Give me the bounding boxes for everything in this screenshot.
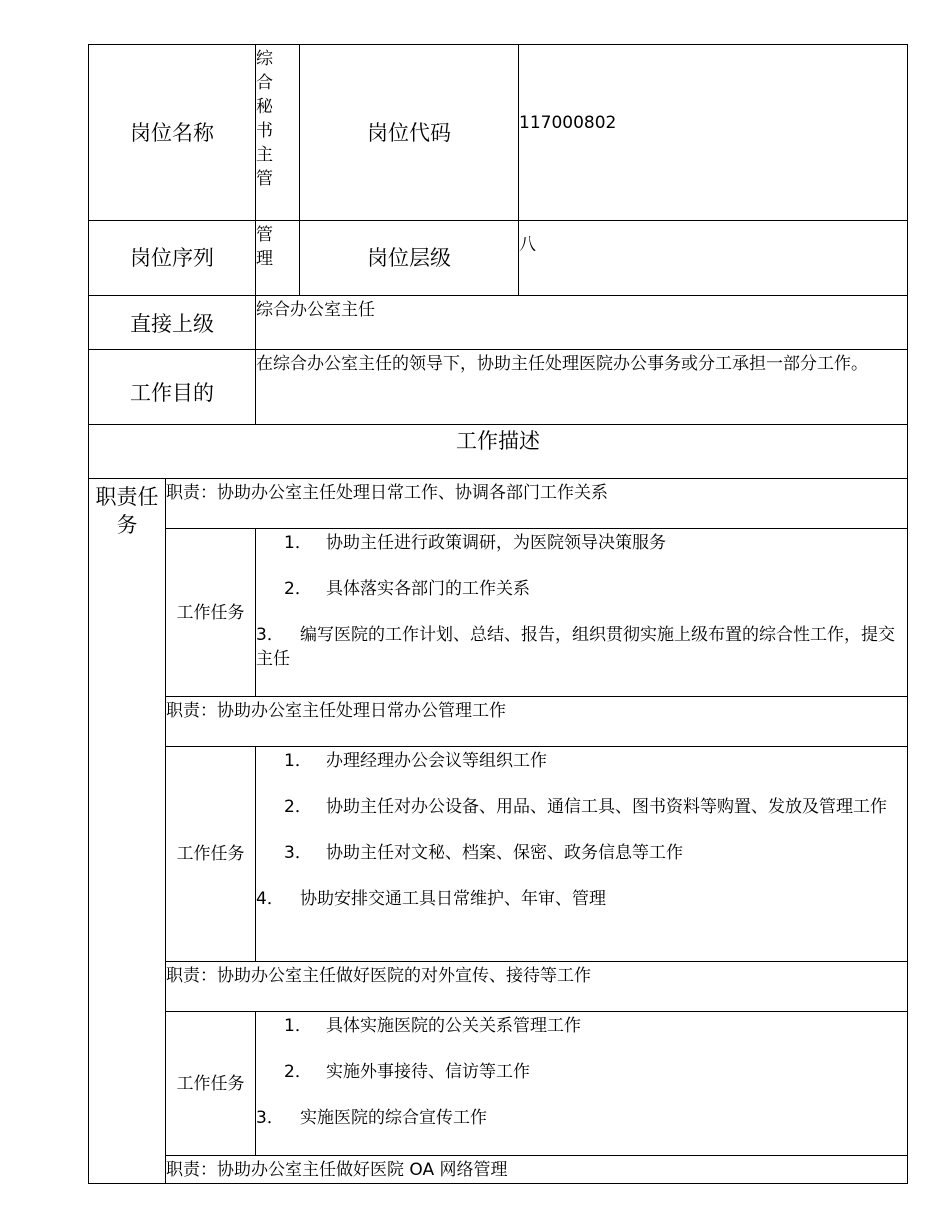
task-item: 2． 协助主任对办公设备、用品、通信工具、图书资料等购置、发放及管理工作 (284, 797, 887, 817)
level-value: 八 (519, 221, 908, 296)
duty-category-label: 职责任务 (89, 479, 166, 1184)
task-item: 1． 协助主任进行政策调研，为医院领导决策服务 (284, 533, 666, 553)
task-label: 工作任务 (166, 529, 256, 697)
section-header-row (89, 425, 908, 479)
task-list (256, 1012, 908, 1156)
supervisor-label: 直接上级 (89, 296, 256, 350)
post-name-value: 综合秘书主管 (256, 49, 273, 189)
purpose-value: 在综合办公室主任的领导下，协助主任处理医院办公事务或分工承担一部分工作。 (256, 350, 908, 425)
duty-row (89, 479, 908, 529)
task-label: 工作任务 (166, 747, 256, 962)
post-name-value-cell (256, 45, 300, 221)
section-title: 工作描述 (89, 425, 908, 479)
task-item: 3． 编写医院的工作计划、总结、报告，组织贯彻实施上级布置的综合性工作，提交主任 (256, 625, 895, 669)
task-label: 工作任务 (166, 1012, 256, 1156)
task-item: 1． 具体实施医院的公关关系管理工作 (284, 1016, 581, 1036)
task-item: 3． 实施医院的综合宣传工作 (256, 1108, 487, 1128)
task-item: 4． 协助安排交通工具日常维护、年审、管理 (256, 889, 606, 909)
duty-title: 职责：协助办公室主任做好医院的对外宣传、接待等工作 (166, 962, 908, 1012)
task-row (89, 529, 908, 697)
post-name-label: 岗位名称 (89, 45, 256, 221)
task-item: 2． 具体落实各部门的工作关系 (284, 579, 530, 599)
duty-title: 职责：协助办公室主任处理日常办公管理工作 (166, 697, 908, 747)
duty-row (89, 962, 908, 1012)
post-code-label: 岗位代码 (300, 45, 519, 221)
supervisor-row (89, 296, 908, 350)
sequence-value-cell (256, 221, 300, 296)
task-item: 1． 办理经理办公会议等组织工作 (284, 751, 547, 771)
supervisor-value: 综合办公室主任 (256, 296, 908, 350)
sequence-label: 岗位序列 (89, 221, 256, 296)
level-label: 岗位层级 (300, 221, 519, 296)
post-code-value: 117000802 (519, 45, 908, 221)
post-name-row (89, 45, 908, 221)
duty-row (89, 1156, 908, 1184)
duty-row (89, 697, 908, 747)
task-row (89, 1012, 908, 1156)
purpose-label: 工作目的 (89, 350, 256, 425)
job-description-table (88, 44, 908, 1184)
sequence-row (89, 221, 908, 296)
task-list (256, 747, 908, 962)
task-list (256, 529, 908, 697)
task-item: 3． 协助主任对文秘、档案、保密、政务信息等工作 (284, 843, 683, 863)
task-row (89, 747, 908, 962)
task-item: 2． 实施外事接待、信访等工作 (284, 1062, 530, 1082)
sequence-value: 管理 (256, 225, 273, 269)
duty-title: 职责：协助办公室主任处理日常工作、协调各部门工作关系 (166, 479, 908, 529)
purpose-row (89, 350, 908, 425)
duty-title: 职责：协助办公室主任做好医院 OA 网络管理 (166, 1156, 908, 1184)
